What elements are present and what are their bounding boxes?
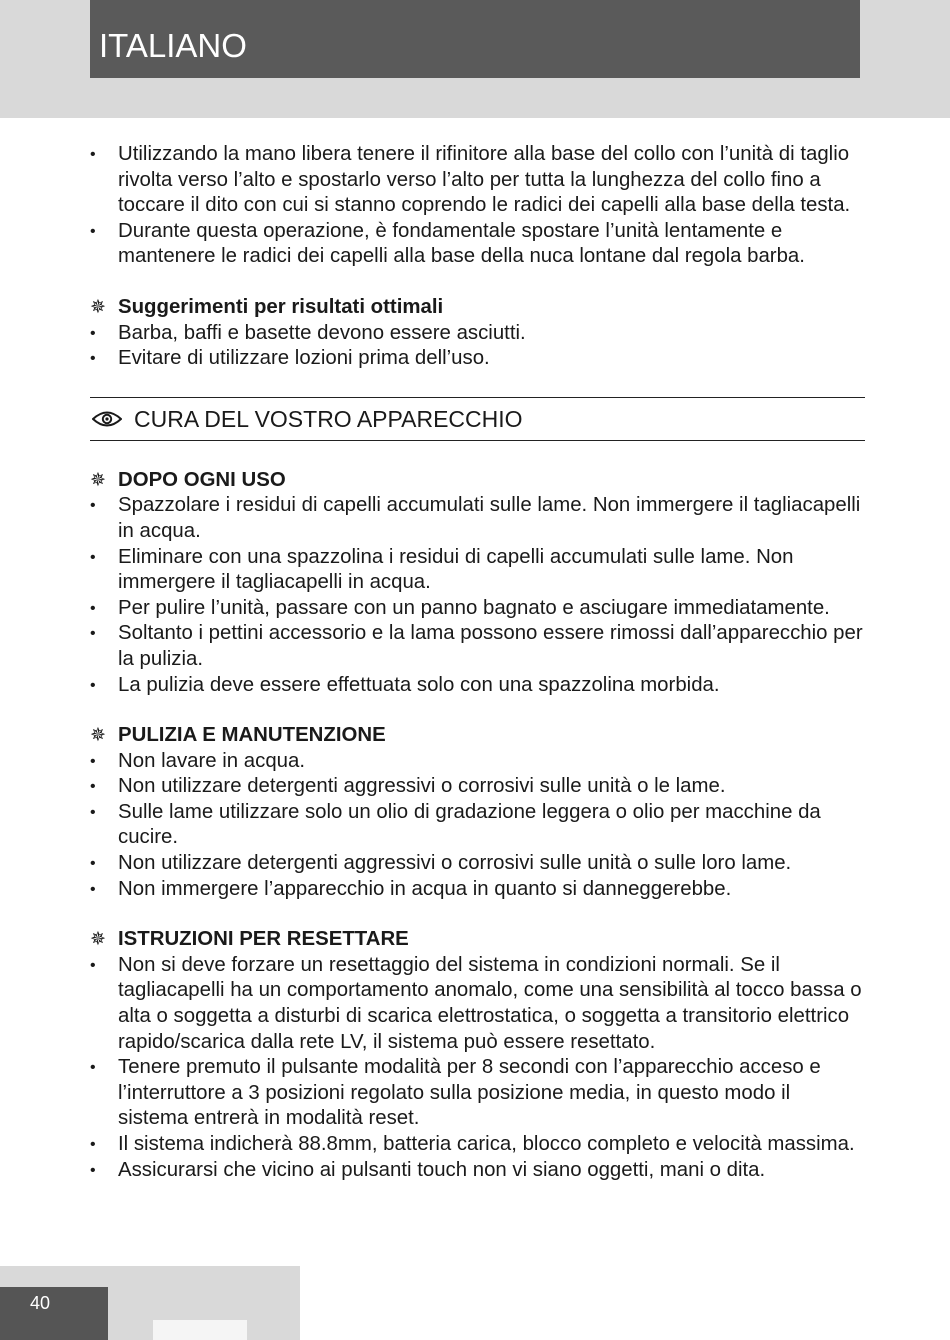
- star-icon: ✵: [90, 725, 106, 747]
- after-use-title: DOPO OGNI USO: [118, 468, 286, 491]
- star-icon: ✵: [90, 469, 106, 491]
- reset-list: [90, 953, 865, 1183]
- star-icon: ✵: [90, 929, 106, 951]
- cleaning-title: PULIZIA E MANUTENZIONE: [118, 724, 386, 747]
- after-use-list: [90, 493, 865, 698]
- list-item: • Utilizzando la mano libera tenere il rifinitore alla base del collo con l’unità di taglio rivolta verso l’alto e spostarlo verso l’alto per tutta la lunghezza del collo fino a toccare il dito con cui si stanno coprendo le radici dei capelli alla base della testa.: [90, 142, 865, 219]
- list-item: • Barba, baffi e basette devono essere asciutti.: [90, 321, 865, 347]
- list-item: • Spazzolare i residui di capelli accumulati sulle lame. Non immergere il tagliacapelli in acqua.: [90, 493, 865, 544]
- after-use-heading: [90, 468, 865, 494]
- cleaning-heading: [90, 723, 865, 749]
- reset-heading: [90, 927, 865, 953]
- list-item: • Tenere premuto il pulsante modalità per 8 secondi con l’apparecchio acceso e l’interruttore a 3 posizioni regolato sulla posizione media, in questo modo il sistema entrerà in modalità reset.: [90, 1055, 865, 1132]
- language-title: ITALIANO: [99, 27, 247, 64]
- list-item: • Eliminare con una spazzolina i residui di capelli accumulati sulle lame. Non immergere il tagliacapelli in acqua.: [90, 545, 865, 596]
- language-banner: [90, 0, 860, 78]
- list-item: • Evitare di utilizzare lozioni prima dell’uso.: [90, 346, 865, 372]
- list-item: • Sulle lame utilizzare solo un olio di gradazione leggera o olio per macchine da cucire.: [90, 800, 865, 851]
- list-item: • Assicurarsi che vicino ai pulsanti touch non vi siano oggetti, mani o dita.: [90, 1158, 865, 1184]
- tips-list: [90, 321, 865, 372]
- eye-icon: [92, 410, 122, 428]
- page-content: [90, 142, 865, 1183]
- list-item: • Non si deve forzare un resettaggio del sistema in condizioni normali. Se il tagliacapelli ha un comportamento anomalo, come una sensibilità al tocco bassa o alta o soggetta a disturbi di scarica elettrostatica, o soggetta a transitorio elettrico rapido/scarica dalla rete LV, il sistema può essere resettato.: [90, 953, 865, 1055]
- list-item: • Il sistema indicherà 88.8mm, batteria carica, blocco completo e velocità massima.: [90, 1132, 865, 1158]
- reset-title: ISTRUZIONI PER RESETTARE: [118, 928, 409, 951]
- tips-heading: [90, 295, 865, 321]
- list-item: • Non immergere l’apparecchio in acqua in quanto si danneggerebbe.: [90, 877, 865, 903]
- list-item: • Non utilizzare detergenti aggressivi o corrosivi sulle unità o sulle loro lame.: [90, 851, 865, 877]
- list-item: • Non lavare in acqua.: [90, 749, 865, 775]
- list-item: • Durante questa operazione, è fondamentale spostare l’unità lentamente e mantenere le radici dei capelli alla base della nuca lontane dal regola barba.: [90, 219, 865, 270]
- list-item: • Soltanto i pettini accessorio e la lama possono essere rimossi dall’apparecchio per la pulizia.: [90, 621, 865, 672]
- cleaning-list: [90, 749, 865, 903]
- intro-list: [90, 142, 865, 270]
- page-number-box: [0, 1287, 108, 1340]
- list-item: • La pulizia deve essere effettuata solo con una spazzolina morbida.: [90, 673, 865, 699]
- tips-title: Suggerimenti per risultati ottimali: [118, 295, 444, 318]
- list-item: • Non utilizzare detergenti aggressivi o corrosivi sulle unità o le lame.: [90, 774, 865, 800]
- footer-strip: [153, 1320, 247, 1340]
- page-number: 40: [30, 1293, 51, 1313]
- star-icon: ✵: [90, 296, 106, 318]
- list-item: • Per pulire l’unità, passare con un panno bagnato e asciugare immediatamente.: [90, 596, 865, 622]
- section-heading: [90, 397, 865, 441]
- section-title: CURA DEL VOSTRO APPARECCHIO: [134, 405, 523, 432]
